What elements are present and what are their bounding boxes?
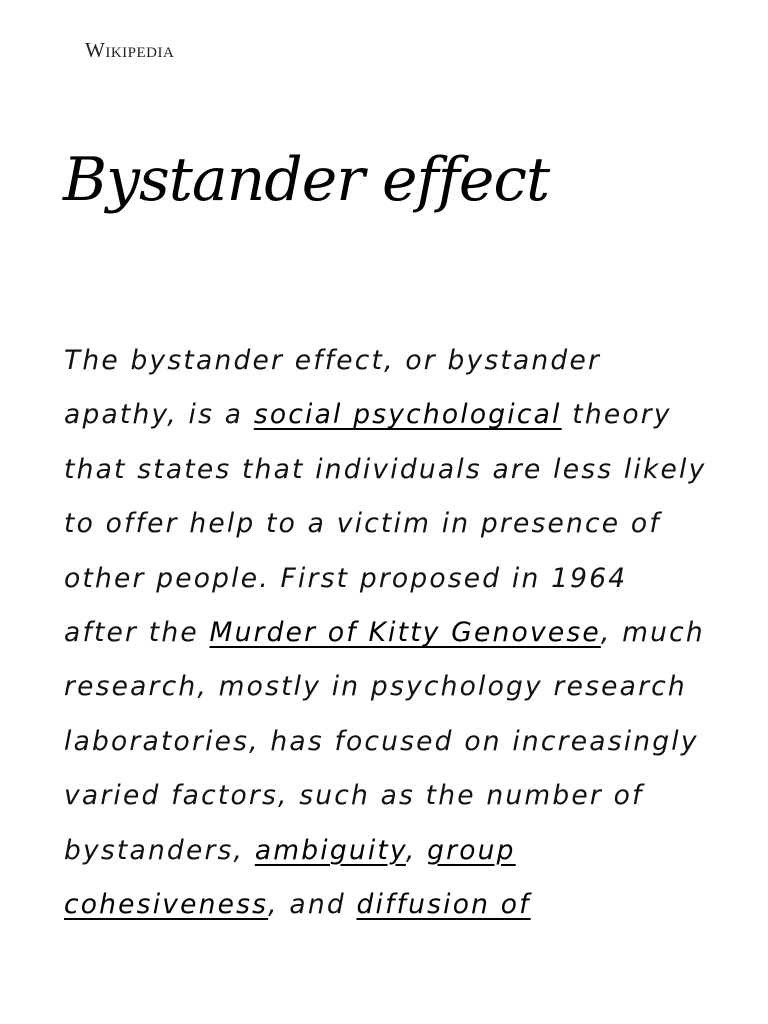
- paragraph-text: theory: [561, 399, 672, 431]
- link-group-cohesiveness-part1[interactable]: group: [427, 834, 516, 866]
- paragraph-line: [64, 878, 724, 932]
- paragraph-line: research, mostly in psychology research: [64, 671, 687, 703]
- paragraph-line: varied factors, such as the number of: [64, 780, 644, 812]
- paragraph-line: [64, 606, 724, 660]
- paragraph-line: [64, 388, 724, 442]
- paragraph-line: that states that individuals are less likely: [64, 453, 707, 485]
- paragraph-line: other people. First proposed in 1964: [64, 562, 628, 594]
- link-social-psychological[interactable]: social psychological: [253, 399, 562, 431]
- paragraph-text: bystanders,: [64, 834, 255, 866]
- paragraph-text: , much: [600, 617, 705, 649]
- link-murder-of-kitty-genovese[interactable]: Murder of Kitty Genovese: [209, 617, 601, 649]
- paragraph-line: [64, 824, 724, 878]
- link-diffusion-of-responsibility[interactable]: diffusion of: [356, 889, 531, 921]
- wikipedia-wordmark-link[interactable]: Wikipedia: [85, 38, 175, 62]
- link-group-cohesiveness-part2[interactable]: cohesiveness: [64, 889, 269, 921]
- paragraph-line: to offer help to a victim in presence of: [64, 508, 661, 540]
- paragraph-text: apathy, is a: [64, 399, 254, 431]
- paragraph-text: ,: [405, 834, 428, 866]
- paragraph-text: after the: [64, 617, 210, 649]
- lead-paragraph: [64, 334, 724, 932]
- link-ambiguity[interactable]: ambiguity: [254, 834, 406, 866]
- page-title: Bystander effect: [63, 145, 550, 215]
- paragraph-line: The bystander effect, or bystander: [64, 345, 602, 376]
- paragraph-text: , and: [268, 889, 357, 921]
- paragraph-line: laboratories, has focused on increasingly: [64, 725, 699, 757]
